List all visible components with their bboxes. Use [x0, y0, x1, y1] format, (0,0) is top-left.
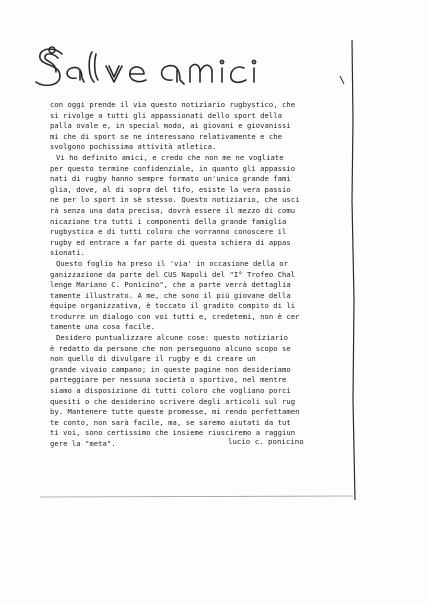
- text-line: sionati.: [50, 248, 86, 258]
- text-line: ti voi, sono certissimo che insieme riusciremo a raggiun: [50, 428, 296, 438]
- paragraph-1: [50, 100, 350, 153]
- text-line: tamente illustrato. A me, che sono il più giovane della: [50, 290, 291, 300]
- text-line: parteggiare per nessuna società o sportivo, nel mentre: [50, 375, 287, 385]
- text-line: non quello di divulgare il rugby e di creare un: [50, 354, 256, 364]
- text-line: ganizzazione da parte del CUS Napoli del "I° Trofeo Chal: [50, 269, 296, 279]
- text-line: nicazione tra tutti i componenti della grande famiglia: [50, 216, 287, 226]
- text-line: grande vivaio campano; in queste pagine non desideriamo: [50, 364, 291, 374]
- text-line: rugby ed entrare a far parte di questa schiera di appas: [50, 237, 291, 247]
- text-line: per questo termine confidenziale, in quanto gli appassio: [50, 163, 296, 173]
- text-line: nati di rugby hanno sempre formato un'unica grande fami: [50, 174, 291, 184]
- text-line: Vi ho definito amici, e credo che non me ne vogliate: [56, 152, 284, 162]
- text-line: by. Mantenere tutte queste promesse, mi rendo perfettamen: [50, 407, 300, 417]
- text-line: te conto, non sarà facile, ma, se saremo aiutati da tut: [50, 417, 291, 427]
- text-line: Questo foglio ha preso il 'via' in occasione della or: [56, 258, 288, 268]
- text-line: palla ovale e, in special modo, ai giovani e giovanissi: [50, 121, 291, 131]
- text-line: ne per lo sport in sè stesso. Questo notiziario, che usci: [50, 195, 300, 205]
- text-line: rà senza una data precisa, dovrà essere il mezzo di comu: [50, 205, 296, 215]
- text-line: mi che di sport se ne interessano relativamente e che: [50, 131, 282, 141]
- text-line: quesiti o che desiderino scrivere degli articoli sul rug: [50, 396, 296, 406]
- title-lettering: [32, 40, 282, 98]
- letter-body: [50, 100, 350, 450]
- paragraph-2: [50, 153, 350, 259]
- text-line: lenge Mariano C. Ponicino", che a parte verrà dettaglia: [50, 280, 291, 290]
- paragraph-4: [50, 333, 350, 450]
- text-line: Desidero puntualizzare alcune cose: questo notiziario: [56, 333, 288, 343]
- text-line: équipe organizzativa, è toccato il gradito compito di li: [50, 301, 296, 311]
- text-line: rugbystica e di tutti coloro che vorranno conoscere il: [50, 227, 287, 237]
- text-line: si rivolge a tutti gli appassionati dello sport della: [50, 110, 282, 120]
- text-line: glia, dove, al di sopra del tifo, esiste la vera passio: [50, 184, 291, 194]
- text-line: con oggi prende il via questo notiziario rugbystico, che: [50, 100, 296, 109]
- text-line: svolgono pochissima attività atletica.: [50, 142, 217, 152]
- signature: lucio c. ponicino: [228, 437, 304, 446]
- text-line: siamo a disposizione di tutti coloro che vogliano porci: [50, 386, 291, 396]
- text-line: tamente una cosa facile.: [50, 322, 156, 332]
- paragraph-3: [50, 259, 350, 333]
- text-line: è redatto da persone che non perseguono alcuno scopo se: [50, 343, 291, 353]
- text-line: gere la "meta".: [50, 439, 116, 448]
- text-line: trodurre un dialogo con voi tutti e, credetemi, non è cer: [50, 311, 300, 321]
